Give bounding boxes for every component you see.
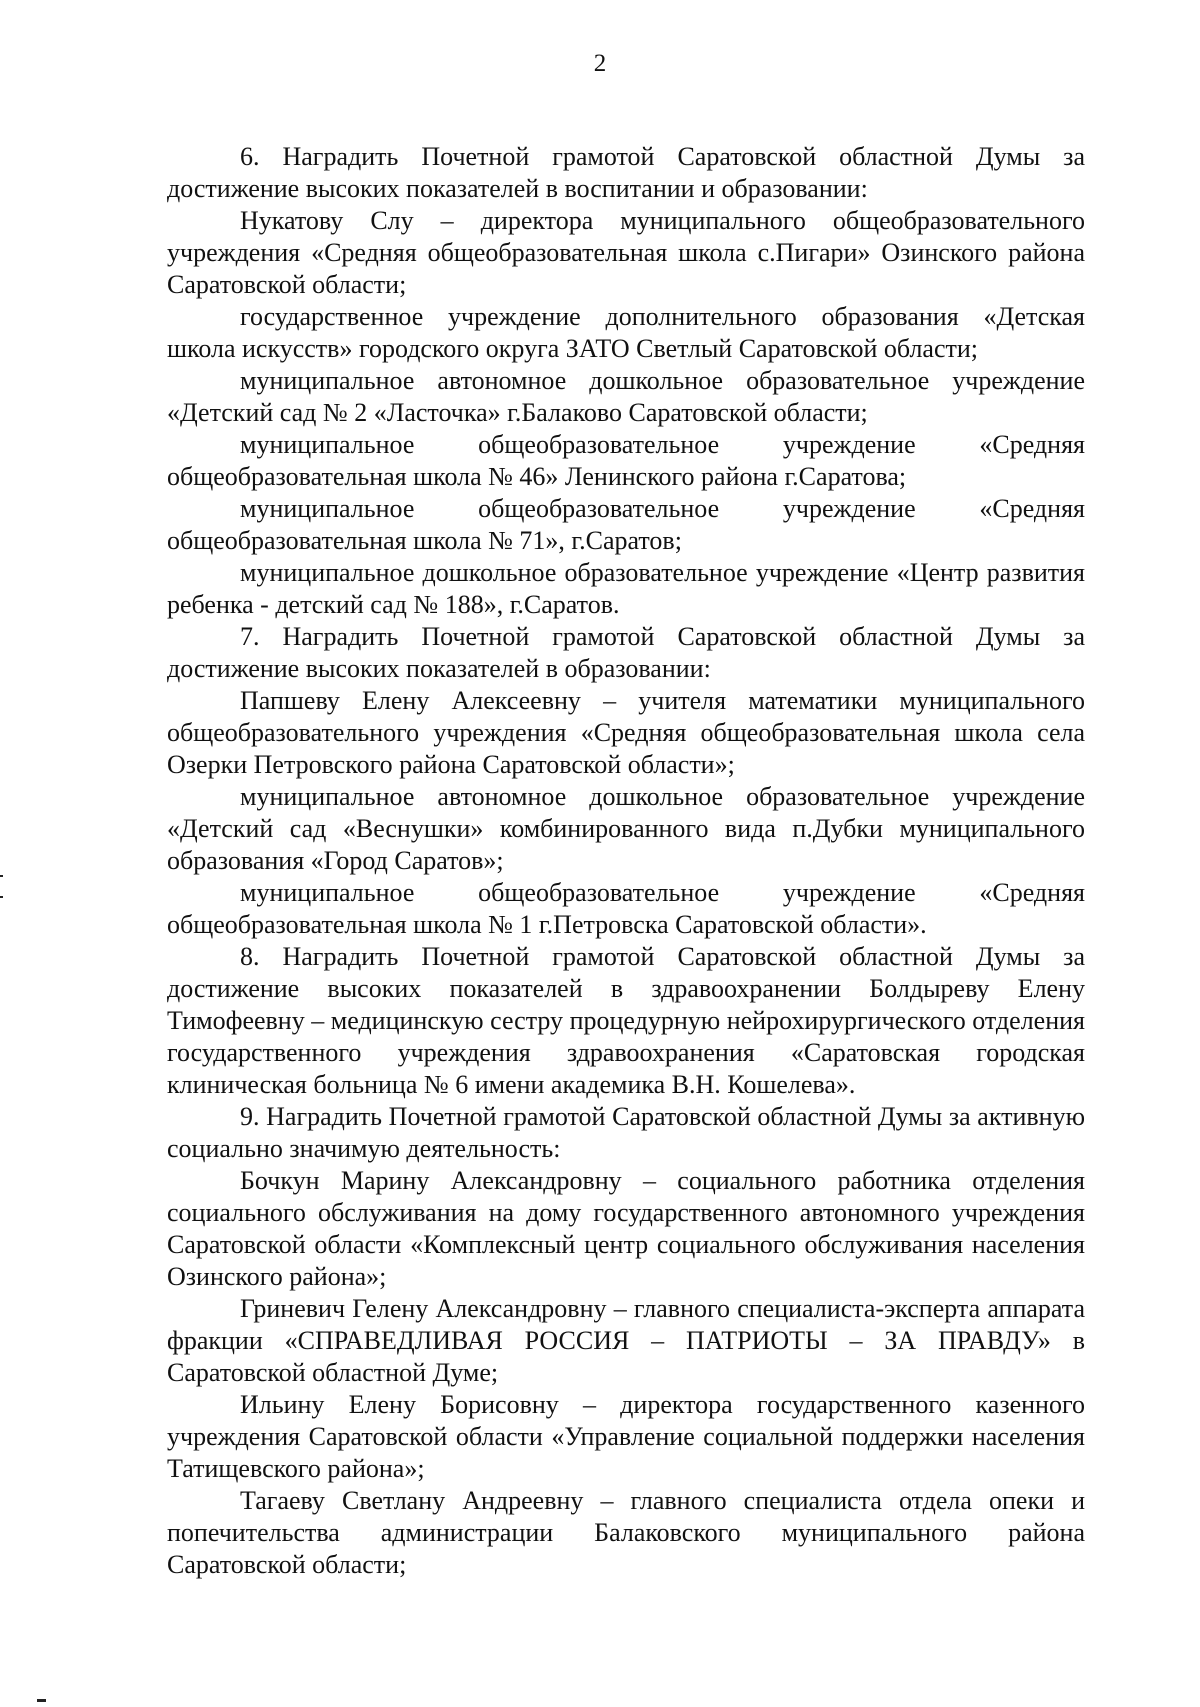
paragraph-art-school: государственное учреждение дополнительного образования «Детская школа искусств» городского округа ЗАТО Светлый Саратовской области; — [167, 302, 1085, 363]
paragraph-nukatova: Нукатову Слу – директора муниципального общеобразовательного учреждения «Средняя общеобразовательная школа с.Пигари» Озинского района Саратовской области; — [167, 206, 1085, 299]
paragraph-9-award: 9. Наградить Почетной грамотой Саратовской областной Думы за активную социально значимую деятельность: — [167, 1102, 1085, 1163]
scan-edge-mark — [0, 875, 3, 877]
paragraph-8-award: 8. Наградить Почетной грамотой Саратовской областной Думы за достижение высоких показателей в здравоохранении Болдыреву Елену Тимофеевну – медицинскую сестру процедурную нейрохирургического отделения государственного учреждения здравоохранения «Саратовская городская клиническая больница № 6 имени академика В.Н. Кошелева». — [167, 942, 1085, 1099]
scan-edge-mark — [37, 1699, 46, 1702]
paragraph-tagaeva: Тагаеву Светлану Андреевну – главного специалиста отдела опеки и попечительства администрации Балаковского муниципального района Саратовской области; — [167, 1486, 1085, 1579]
paragraph-grinevich: Гриневич Гелену Александровну – главного специалиста-эксперта аппарата фракции «СПРАВЕДЛИВАЯ РОССИЯ – ПАТРИОТЫ – ЗА ПРАВДУ» в Саратовской областной Думе; — [167, 1294, 1085, 1387]
paragraph-kindergarten-2: муниципальное автономное дошкольное образовательное учреждение «Детский сад № 2 «Ласточка» г.Балаково Саратовской области; — [167, 366, 1085, 427]
paragraph-bochkun: Бочкун Марину Александровну – социального работника отделения социального обслуживания на дому государственного автономного учреждения Саратовской области «Комплексный центр социального обслуживания населения Озинского района»; — [167, 1166, 1085, 1291]
paragraph-7-award: 7. Наградить Почетной грамотой Саратовской областной Думы за достижение высоких показателей в образовании: — [167, 622, 1085, 683]
paragraph-papsheva: Папшеву Елену Алексеевну – учителя математики муниципального общеобразовательного учреждения «Средняя общеобразовательная школа села Озерки Петровского района Саратовской области»; — [167, 686, 1085, 779]
paragraph-school-1-petrovsk: муниципальное общеобразовательное учреждение «Средняя общеобразовательная школа № 1 г.Петровска Саратовской области». — [167, 878, 1085, 939]
paragraph-ilyina: Ильину Елену Борисовну – директора государственного казенного учреждения Саратовской области «Управление социальной поддержки населения Татищевского района»; — [167, 1390, 1085, 1483]
page-number: 2 — [593, 50, 607, 77]
paragraph-school-46: муниципальное общеобразовательное учреждение «Средняя общеобразовательная школа № 46» Ленинского района г.Саратова; — [167, 430, 1085, 491]
document-body — [167, 141, 1085, 1581]
scan-edge-mark — [0, 896, 3, 898]
paragraph-6-award: 6. Наградить Почетной грамотой Саратовской областной Думы за достижение высоких показателей в воспитании и образовании: — [167, 142, 1085, 203]
paragraph-school-71: муниципальное общеобразовательное учреждение «Средняя общеобразовательная школа № 71», г.Саратов; — [167, 494, 1085, 555]
paragraph-kindergarten-188: муниципальное дошкольное образовательное учреждение «Центр развития ребенка - детский сад № 188», г.Саратов. — [167, 558, 1085, 619]
paragraph-kindergarten-vesnushki: муниципальное автономное дошкольное образовательное учреждение «Детский сад «Веснушки» комбинированного вида п.Дубки муниципального образования «Город Саратов»; — [167, 782, 1085, 875]
